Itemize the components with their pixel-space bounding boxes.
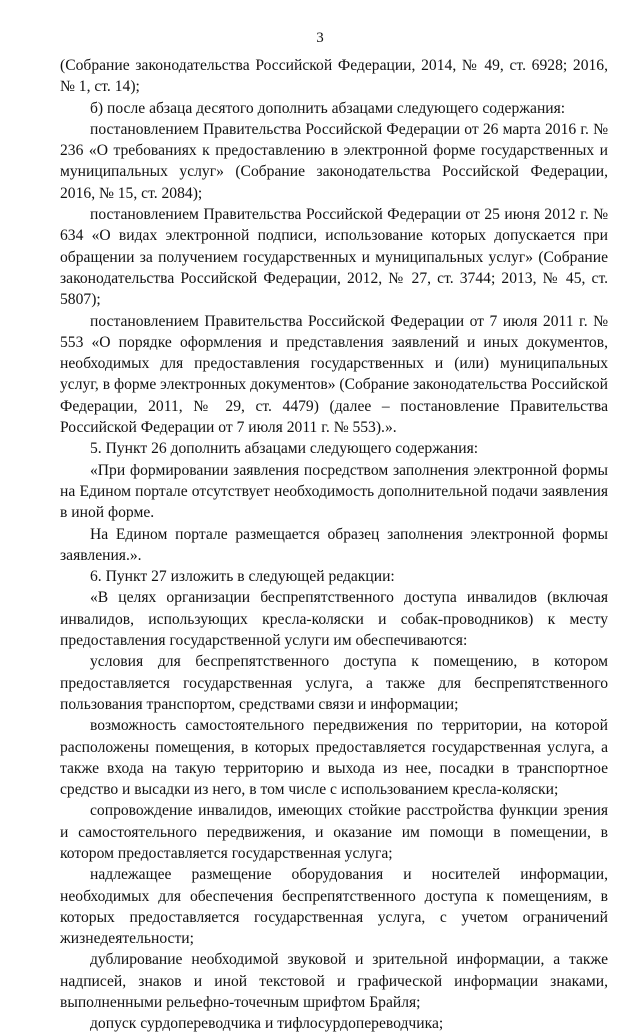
paragraph-resolution-553: постановлением Правительства Российской Федерации от 7 июля 2011 г. № 553 «О порядке оформления и представления заявлений и иных документов, необходимых для предоставления государственных и (или) муниципальных услуг, в форме электронных документов» (Собрание законодательства Российской Федерации, 2011, № 29, ст. 4479) (далее – постановление Правительства Российской Федерации от 7 июля 2011 г. № 553).». [60, 312, 608, 437]
paragraph-escort: сопровождение инвалидов, имеющих стойкие расстройства функции зрения и самостоятельного передвижения, и оказание им помощи в помещении, в котором предоставляется государственная услуга; [60, 802, 608, 862]
paragraph-citation-continuation: (Собрание законодательства Российской Федерации, 2014, № 49, ст. 6928; 2016, № 1, ст. 14); [60, 57, 608, 96]
paragraph-interpreter-admission: допуск сурдопереводчика и тифлосурдопереводчика; [90, 1015, 444, 1033]
paragraph-movement-possibility: возможность самостоятельного передвижения по территории, на которой расположены помещения, в которых предоставляется государственная услуга, а также входа на такую территорию и выхода из нее, посадки в транспортное средство и высадки из него, в том числе с использованием кресла-коляски; [60, 717, 608, 799]
paragraph-accessibility-intro: «В целях организации беспрепятственного доступа инвалидов (включая инвалидов, использующих кресла-коляски и собак-проводников) к месту предоставления государственной услуги им обеспечиваются: [60, 589, 608, 650]
paragraph-equipment-placement: надлежащее размещение оборудования и носителей информации, необходимых для обеспечения беспрепятственного доступа к помещениям, в которых предоставляется государственная услуга, с учетом ограничений жизнедеятельности; [60, 866, 608, 948]
paragraph-item-6: 6. Пункт 27 изложить в следующей редакции: [90, 568, 395, 586]
paragraph-access-conditions: условия для беспрепятственного доступа к помещению, в котором предоставляется государственная услуга, а также для беспрепятственного пользования транспортом, средствами связи и информации; [60, 653, 608, 713]
document-body [60, 55, 608, 1035]
page-number: 3 [316, 30, 324, 46]
paragraph-subitem-b: б) после абзаца десятого дополнить абзацами следующего содержания: [90, 99, 566, 117]
paragraph-item-5: 5. Пункт 26 дополнить абзацами следующего содержания: [90, 440, 479, 458]
paragraph-sample-form: На Едином портале размещается образец заполнения электронной формы заявления.». [60, 525, 608, 564]
paragraph-information-duplication: дублирование необходимой звуковой и зрительной информации, а также надписей, знаков и иной текстовой и графической информации знаками, выполненными рельефно-точечным шрифтом Брайля; [60, 951, 608, 1012]
paragraph-resolution-634: постановлением Правительства Российской Федерации от 25 июня 2012 г. № 634 «О видах электронной подписи, использование которых допускается при обращении за получением государственных и муниципальных услуг» (Собрание законодательства Российской Федерации, 2012, № 27, ст. 3744; 2013, № 45, ст. 5807); [60, 206, 608, 309]
paragraph-electronic-form: «При формировании заявления посредством заполнения электронной формы на Едином портале отсутствует необходимость дополнительной подачи заявления в иной форме. [60, 461, 608, 522]
paragraph-resolution-236: постановлением Правительства Российской Федерации от 26 марта 2016 г. № 236 «О требованиях к предоставлению в электронной форме государственных и муниципальных услуг» (Собрание законодательства Российской Федерации, 2016, № 15, ст. 2084); [60, 120, 608, 202]
